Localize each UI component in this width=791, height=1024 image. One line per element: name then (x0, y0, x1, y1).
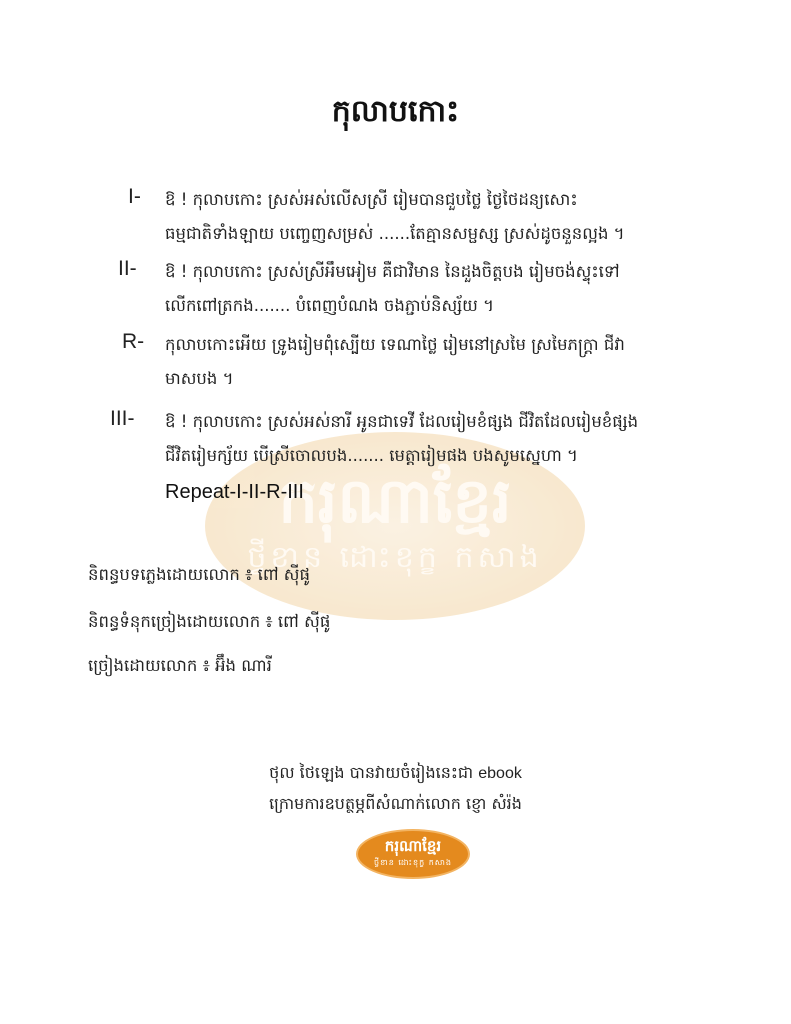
verse-line: លើកពៅត្រកង....... បំពេញបំណង ចងភ្ជាប់និស្ស័យ ។ (165, 296, 494, 315)
credit-lyricist: និពន្ធទំនុកច្រៀងដោយលោក ៖ ពៅ ស៊ីផូ (88, 612, 331, 631)
verse-number: I- (128, 185, 141, 208)
verse-line: មាសបង ។ (165, 369, 234, 388)
verse-line: ឱ ! កុលាបកោះ ស្រស់ស្រីអឹមអៀម គឺជាវិមាន នៃដួងចិត្តបង រៀមចង់ស្ទុះទៅ (165, 262, 620, 281)
footer-ebook: ebook (478, 765, 522, 782)
verse-line: ឱ ! កុលាបកោះ ស្រស់អស់លើសស្រី រៀមបានជួបថ្លៃ ថ្ងៃថៃដន្យសោះ (165, 190, 578, 209)
verse-number: III- (110, 407, 135, 430)
brand-logo (356, 829, 470, 879)
logo-title: ករុណាខ្មែរ (384, 837, 442, 855)
verse-line: កុលាបកោះអើយ ទ្រូងរៀមពុំស្បើយ ទេណាថ្លៃ រៀមនៅស្រមៃ ស្រមៃភក្ត្រា ជីវា (165, 335, 625, 354)
watermark-title: ករុណាខ្មែរ (278, 464, 512, 537)
watermark-slogan: ថ្វីខាន ដោះខុក្ខ កសាង (247, 540, 543, 575)
verse-refrain (110, 328, 710, 396)
repeat-instruction: Repeat-I-II-R-III (165, 481, 304, 503)
verse-2 (110, 255, 710, 323)
credit-composer: និពន្ធបទភ្លេងដោយលោក ៖ ពៅ ស៊ីផូ (88, 565, 310, 584)
verse-1 (110, 183, 710, 251)
logo-slogan: ថ្វីខាន ដោះខុក្ខ កសាង (374, 858, 452, 867)
footer-line-1 (0, 762, 791, 786)
verse-number: II- (118, 257, 137, 280)
song-title: កុលាបកោះ (331, 94, 460, 129)
verse-line: ឱ ! កុលាបកោះ ស្រស់អស់នារី អូនជាទេវី ដែលរៀមខំផ្សង ជីវិតដែលរៀមខំផ្សង (165, 412, 639, 431)
verse-line: ធម្មជាតិទាំងឡាយ បញ្ចេញសម្រស់ ......តែគ្មានសម្ផស្ស ស្រស់ដូចនួនល្អង ។ (165, 224, 625, 243)
credit-singer: ច្រៀងដោយលោក ៖ អ៊ឹង ណារី (88, 656, 272, 675)
verse-line: ជីវិតរៀមក្ស័យ បើស្រីចោលបង....... មេត្តារៀមផង បងសូមស្នេហា ។ (165, 446, 578, 465)
footer-text: ថុល ថៃឡេង បានវាយចំរៀងនេះជា (269, 763, 474, 782)
verse-3 (110, 405, 710, 473)
footer-line-2: ក្រោមការឧបត្ថម្ភពីសំណាក់លោក ខ្ញោ សំរ៉ង (269, 794, 522, 813)
verse-number: R- (122, 330, 145, 353)
